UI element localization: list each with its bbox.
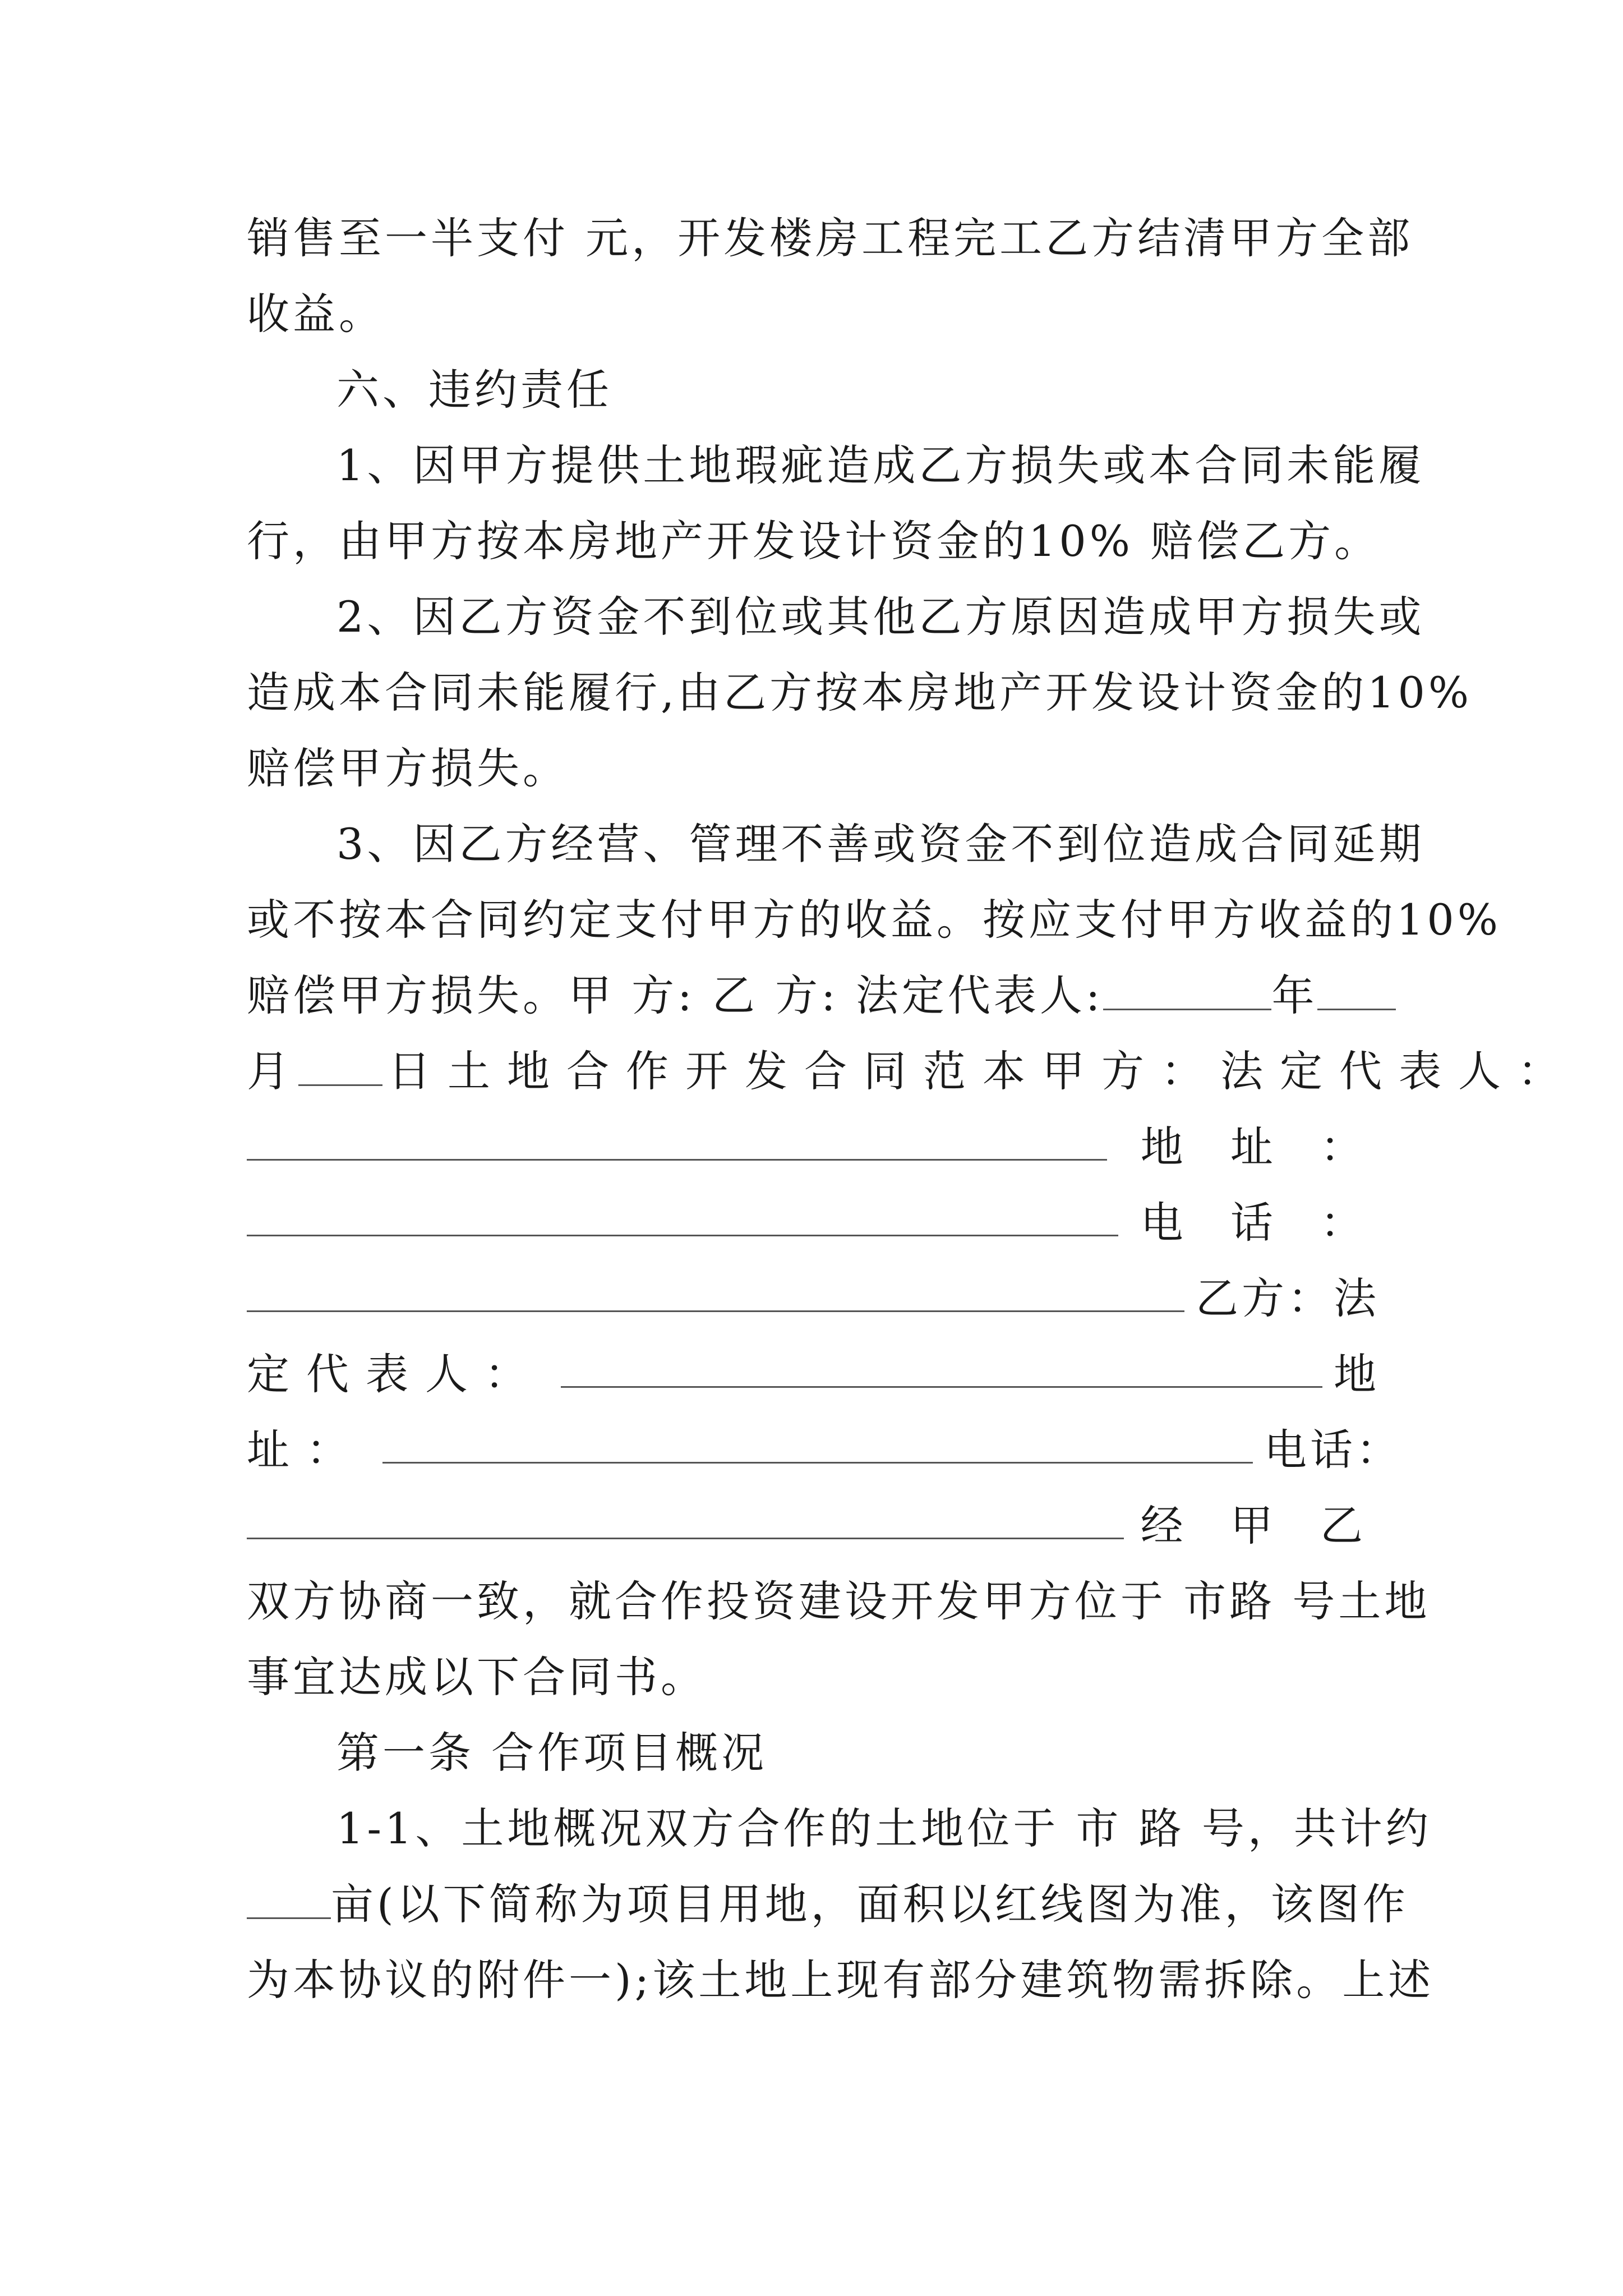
party-b-line: [247, 1268, 1380, 1329]
address-label-end: 址：: [247, 1425, 366, 1475]
month-label: 月: [247, 1046, 293, 1096]
signature-line: [247, 965, 1380, 1027]
phone-label: 电 话 ：: [1140, 1198, 1380, 1248]
paragraph-line: 行，由甲方按本房地产开发设计资金的10% 赔偿乙方。: [247, 516, 1381, 566]
paragraph-line: 为本协议的附件一);该土地上现有部分建筑物需拆除。上述: [247, 1955, 1435, 2005]
paragraph-line: 事宜达成以下合同书。: [247, 1652, 707, 1702]
blank-field: [247, 1120, 1107, 1161]
blank-field: [247, 1271, 1184, 1312]
blank-field: [298, 1052, 382, 1086]
paragraph-line: 销售至一半支付 元，开发楼房工程完工乙方结清甲方全部: [247, 213, 1414, 263]
representative-label: 定代表人：: [247, 1349, 544, 1399]
year-label: 年: [1271, 970, 1318, 1020]
address-label-start: 地: [1334, 1349, 1380, 1399]
representative-line: [247, 1343, 1380, 1405]
paragraph-line: 2、因乙方资金不到位或其他乙方原因造成甲方损失或: [336, 592, 1425, 642]
agreement-line: [247, 1495, 1380, 1557]
phone-line: [247, 1192, 1380, 1254]
paragraph-line: 造成本合同未能履行,由乙方按本房地产开发设计资金的10%: [247, 668, 1473, 717]
address-label: 地 址 ：: [1140, 1122, 1380, 1172]
paragraph-line: 1、因甲方提供土地瑕疵造成乙方损失或本合同未能履: [336, 440, 1425, 490]
party-b-label: 乙方：法: [1196, 1273, 1380, 1323]
section-heading: 六、违约责任: [336, 365, 612, 415]
blank-field: [1317, 976, 1396, 1010]
blank-field: [247, 1195, 1118, 1236]
address-phone-line: [247, 1419, 1402, 1481]
blank-field: [382, 1423, 1253, 1464]
blank-field: [247, 1885, 331, 1919]
address-line: [247, 1116, 1380, 1178]
paragraph-line: 3、因乙方经营、管理不善或资金不到位造成合同延期: [336, 819, 1425, 869]
paragraph-line: 赔偿甲方损失。: [247, 743, 569, 793]
phone-label: 电话：: [1264, 1425, 1402, 1475]
signature-line: [247, 1041, 1577, 1102]
signature-label: 赔偿甲方损失。甲 方: 乙 方: 法定代表人:: [247, 970, 1104, 1020]
contract-title-text: 日土地合作开发合同范本甲方：法定代表人：: [388, 1046, 1577, 1096]
paragraph-text: 亩(以下简称为项目用地，面积以红线图为准，该图作: [331, 1879, 1409, 1929]
blank-field: [561, 1347, 1322, 1388]
paragraph-line: 1-1、土地概况双方合作的土地位于 市 路 号，共计约: [336, 1803, 1432, 1853]
paragraph-line: 收益。: [247, 289, 385, 339]
agreement-text: 经 甲 乙: [1140, 1501, 1380, 1550]
paragraph-line: 双方协商一致，就合作投资建设开发甲方位于 市路 号土地: [247, 1576, 1431, 1626]
blank-field: [247, 1498, 1124, 1539]
blank-field: [1103, 976, 1271, 1010]
article-heading: 第一条 合作项目概况: [336, 1728, 768, 1778]
paragraph-line: 或不按本合同约定支付甲方的收益。按应支付甲方收益的10%: [247, 895, 1501, 945]
paragraph-line: [247, 1874, 1409, 1935]
